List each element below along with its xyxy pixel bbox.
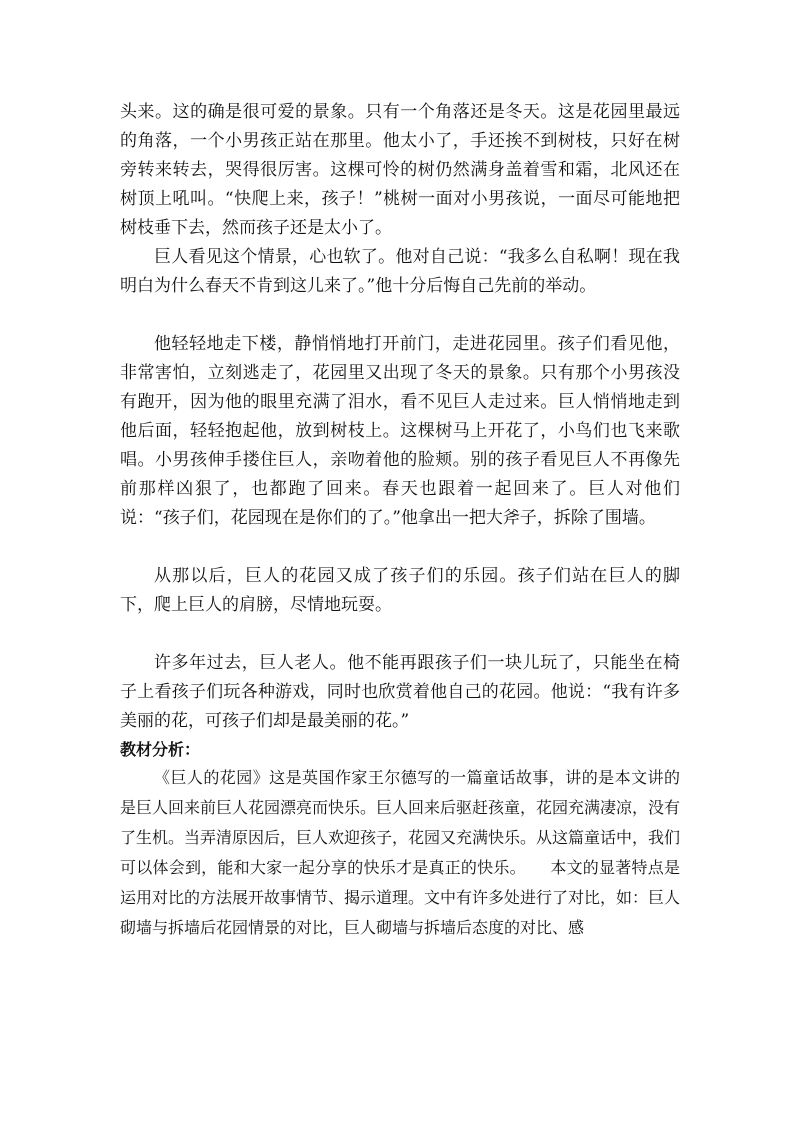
analysis-paragraph: 《巨人的花园》这是英国作家王尔德写的一篇童话故事，讲的是本文讲的是巨人回来前巨人花园漂亮而快乐。巨人回来后驱赶孩童，花园充满凄凉，没有了生机。当弄清原因后，巨人欢迎孩子，花园又充满快乐。从这篇童话中，我们可以体会到，能和大家一起分享的快乐才是真正的快乐。 本文的显著特点是运用对比的方法展开故事情节、揭示道理。文中有许多处进行了对比，如：巨人砌墙与拆墙后花园情景的对比，巨人砌墙与拆墙后态度的对比、感 — [120, 768, 681, 937]
story-paragraph: 从那以后，巨人的花园又成了孩子们的乐园。孩子们站在巨人的脚下，爬上巨人的肩膀，尽情地玩耍。 — [120, 566, 680, 615]
story-paragraph: 巨人看见这个情景，心也软了。他对自己说：“我多么自私啊！现在我明白为什么春天不肯到这儿来了。”他十分后悔自己先前的举动。 — [120, 247, 680, 296]
document-page — [120, 98, 680, 943]
story-paragraph: 许多年过去，巨人老人。他不能再跟孩子们一块儿玩了，只能坐在椅子上看孩子们玩各种游戏，同时也欣赏着他自己的花园。他说：“我有许多美丽的花，可孩子们却是最美丽的花。” — [120, 653, 680, 731]
story-paragraph-continued: 头来。这的确是很可爱的景象。只有一个角落还是冬天。这是花园里最远的角落，一个小男孩正站在那里。他太小了，手还挨不到树枝，只好在树旁转来转去，哭得很厉害。这棵可怜的树仍然满身盖着雪和霜，北风还在树顶上吼叫。“快爬上来，孩子！”桃树一面对小男孩说，一面尽可能地把树枝垂下去，然而孩子还是太小了。 — [120, 102, 680, 238]
analysis-heading: 教材分析： — [120, 740, 201, 759]
story-paragraph: 他轻轻地走下楼，静悄悄地打开前门，走进花园里。孩子们看见他，非常害怕，立刻逃走了，花园里又出现了冬天的景象。只有那个小男孩没有跑开，因为他的眼里充满了泪水，看不见巨人走过来。巨人悄悄地走到他后面，轻轻抱起他，放到树枝上。这棵树马上开花了，小鸟们也飞来歌唱。小男孩伸手搂住巨人，亲吻着他的脸颊。别的孩子看见巨人不再像先前那样凶狠了，也都跑了回来。春天也跟着一起回来了。巨人对他们说：“孩子们，花园现在是你们的了。”他拿出一把大斧子，拆除了围墙。 — [120, 334, 680, 528]
